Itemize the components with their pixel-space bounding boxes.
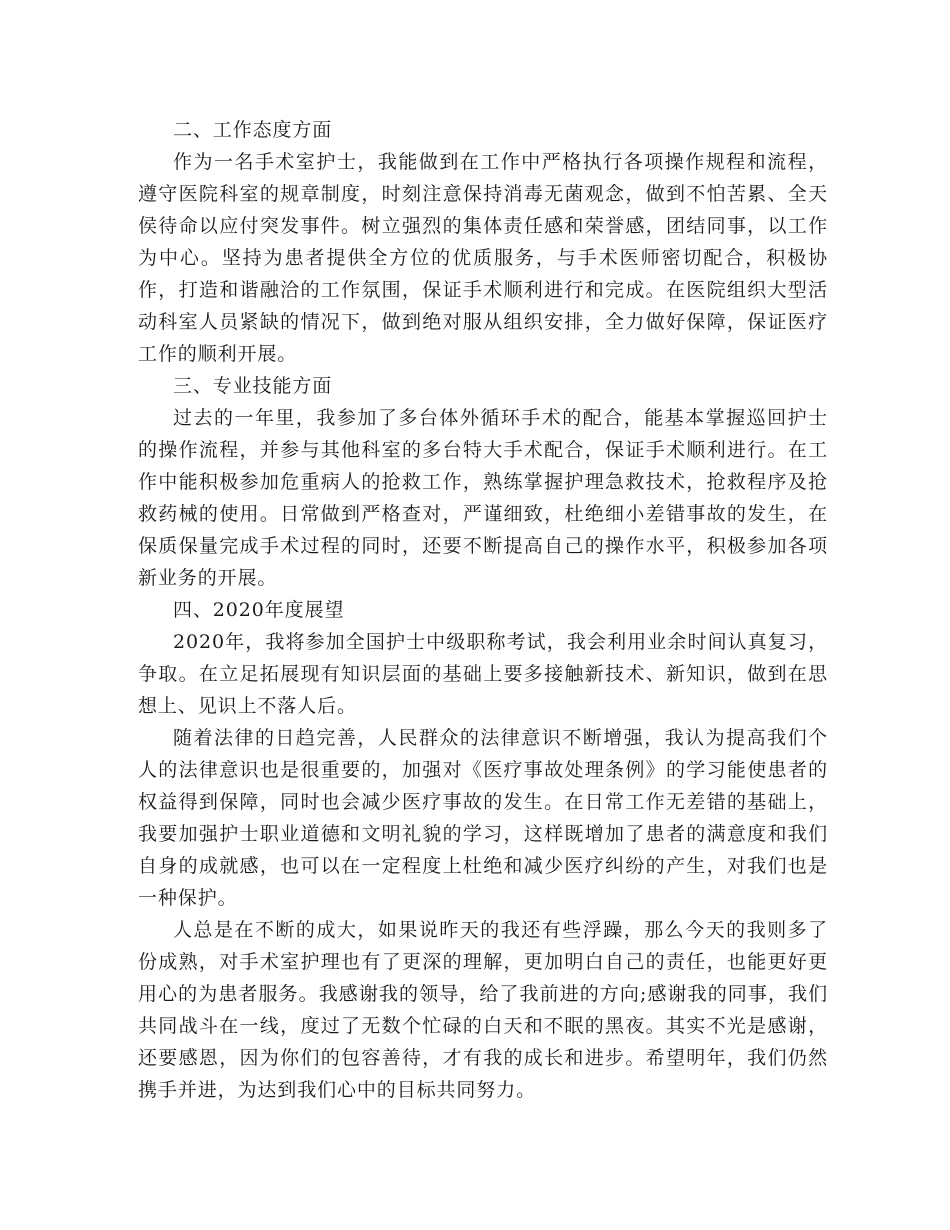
document-body bbox=[138, 114, 828, 1106]
section-heading-2020-outlook: 四、2020年度展望 bbox=[173, 599, 345, 621]
paragraph-legal-awareness: 随着法律的日趋完善，人民群众的法律意识不断增强，我认为提高我们个人的法律意识也是很重要的，加强对《医疗事故处理条例》的学习能使患者的权益得到保障，同时也会减少医疗事故的发生。在日常工作无差错的基础上，我要加强护士职业道德和文明礼貌的学习，这样既增加了患者的满意度和我们自身的成就感，也可以在一定程度上杜绝和减少医疗纠纷的产生，对我们也是一种保护。 bbox=[138, 727, 828, 909]
paragraph-gratitude-closing: 人总是在不断的成大，如果说昨天的我还有些浮躁，那么今天的我则多了份成熟，对手术室护理也有了更深的理解，更加明白自己的责任，也能更好更用心的为患者服务。我感谢我的领导，给了我前进的方向;感谢我的同事，我们共同战斗在一线，度过了无数个忙碌的白天和不眠的黑夜。其实不光是感谢，还要感恩，因为你们的包容善待，才有我的成长和进步。希望明年，我们仍然携手并进，为达到我们心中的目标共同努力。 bbox=[138, 919, 828, 1101]
paragraph-work-attitude: 作为一名手术室护士，我能做到在工作中严格执行各项操作规程和流程，遵守医院科室的规章制度，时刻注意保持消毒无菌观念，做到不怕苦累、全天侯待命以应付突发事件。树立强烈的集体责任感和荣誉感，团结同事，以工作为中心。坚持为患者提供全方位的优质服务，与手术医师密切配合，积极协作，打造和谐融洽的工作氛围，保证手术顺利进行和完成。在医院组织大型活动科室人员紧缺的情况下，做到绝对服从组织安排，全力做好保障，保证医疗工作的顺利开展。 bbox=[138, 151, 828, 365]
section-heading-work-attitude: 二、工作态度方面 bbox=[173, 119, 333, 141]
paragraph-2020-exam-plan: 2020年，我将参加全国护士中级职称考试，我会利用业余时间认真复习，争取。在立足拓展现有知识层面的基础上要多接触新技术、新知识，做到在思想上、见识上不落人后。 bbox=[138, 631, 828, 717]
section-heading-professional-skills: 三、专业技能方面 bbox=[173, 375, 333, 397]
paragraph-professional-skills: 过去的一年里，我参加了多台体外循环手术的配合，能基本掌握巡回护士的操作流程，并参与其他科室的多台特大手术配合，保证手术顺利进行。在工作中能积极参加危重病人的抢救工作，熟练掌握护理急救技术，抢救程序及抢救药械的使用。日常做到严格查对，严谨细致，杜绝细小差错事故的发生，在保质保量完成手术过程的同时，还要不断提高自己的操作水平，积极参加各项新业务的开展。 bbox=[138, 407, 828, 589]
